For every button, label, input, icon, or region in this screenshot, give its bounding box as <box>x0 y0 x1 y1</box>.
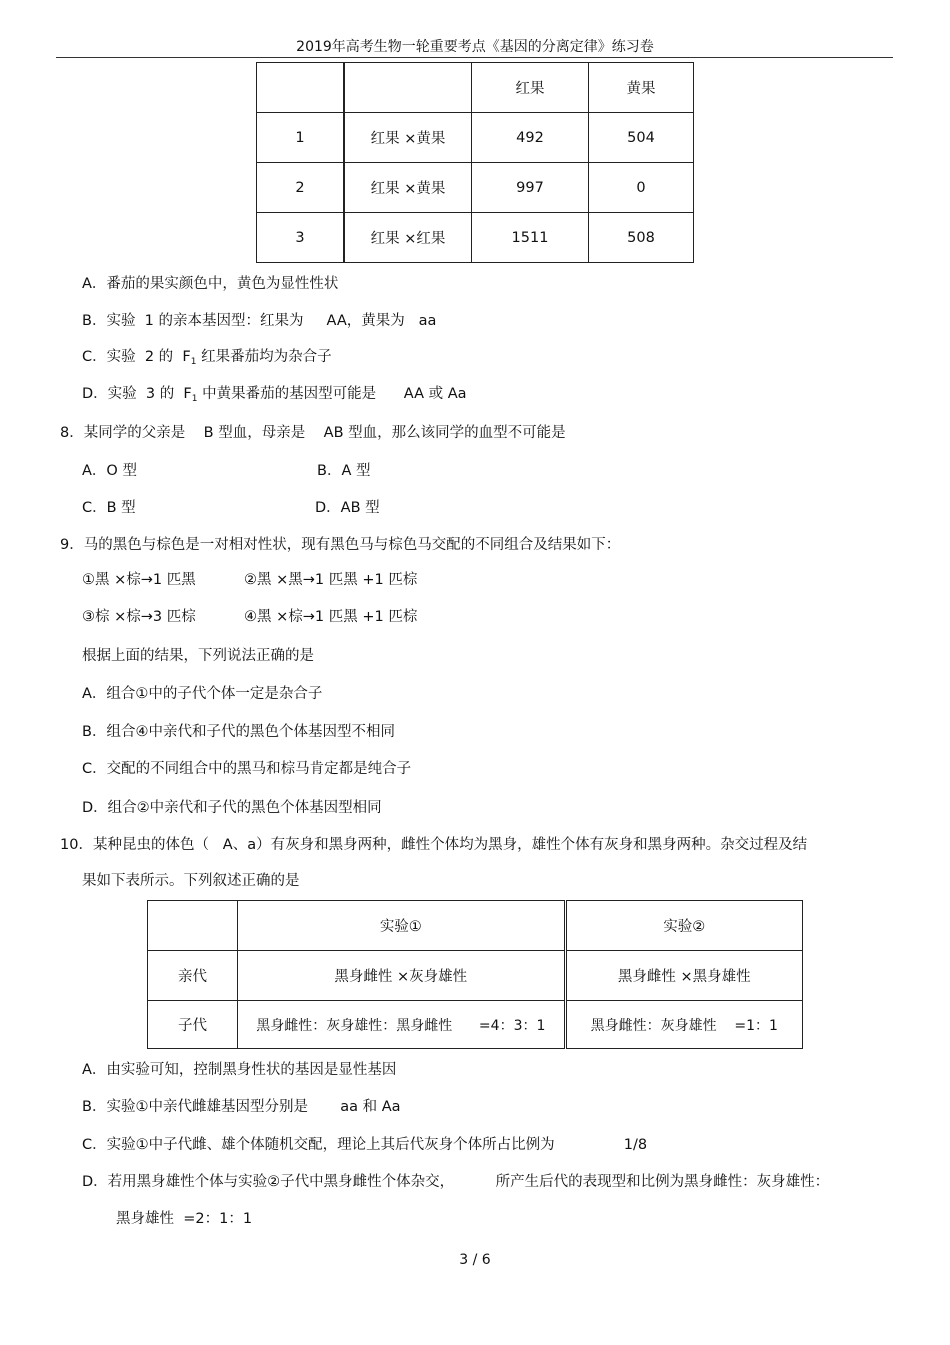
table-cell: 实验① <box>238 901 566 951</box>
q10-option-d-line1: D．若用黑身雄性个体与实验②子代中黑身雌性个体杂交， 所产生后代的表现型和比例为黑身雌性：灰身雄性： <box>82 1174 830 1190</box>
q10-option-c: C．实验①中子代雌、雄个体随机交配，理论上其后代灰身个体所占比例为 1/8 <box>82 1137 648 1153</box>
table-row <box>257 213 694 263</box>
page-number: 3 / 6 <box>459 1252 491 1268</box>
table-cell: 亲代 <box>148 951 238 1001</box>
q10-option-d-line2: 黑身雄性 =2：1：1 <box>116 1211 253 1227</box>
header-rule <box>56 57 893 58</box>
table-cell <box>257 63 345 113</box>
q9-stem: 9．马的黑色与棕色是一对相对性状，现有黑色马与棕色马交配的不同组合及结果如下： <box>60 537 621 553</box>
table-cell: 2 <box>257 163 345 213</box>
table-cell <box>344 63 472 113</box>
table-cell: 492 <box>472 113 589 163</box>
table-header-row <box>257 63 694 113</box>
table-cell: 508 <box>589 213 694 263</box>
q10-stem-line1: 10．某种昆虫的体色（ A、a）有灰身和黑身两种，雌性个体均为黑身，雄性个体有灰身和黑身两种。杂交过程及结 <box>60 837 808 853</box>
q7-option-c <box>82 348 332 371</box>
table-cell: 1 <box>257 113 345 163</box>
q10-option-a: A．由实验可知，控制黑身性状的基因是显性基因 <box>82 1062 397 1078</box>
tomato-cross-table <box>256 62 694 263</box>
q7-option-d-text-end: 中黄果番茄的基因型可能是 AA 或 Aa <box>197 386 467 402</box>
table-cell: 子代 <box>148 1001 238 1049</box>
q9-option-d: D．组合②中亲代和子代的黑色个体基因型相同 <box>82 800 382 816</box>
table-cell: 1511 <box>472 213 589 263</box>
table-cell: 黑身雌性：灰身雄性 =1：1 <box>565 1001 802 1049</box>
insect-cross-table <box>147 900 803 1049</box>
table-cell <box>148 901 238 951</box>
q10-option-b: B．实验①中亲代雌雄基因型分别是 aa 和 Aa <box>82 1099 401 1115</box>
q8-option-b: B．A 型 <box>317 463 371 479</box>
q9-prompt: 根据上面的结果，下列说法正确的是 <box>82 648 314 664</box>
q7-option-b: B．实验 1 的亲本基因型：红果为 AA，黄果为 aa <box>82 313 437 329</box>
q8-option-a: A．O 型 <box>82 463 137 479</box>
q8-option-c: C．B 型 <box>82 500 136 516</box>
q9-option-a: A．组合①中的子代个体一定是杂合子 <box>82 686 323 702</box>
table-cell: 黄果 <box>589 63 694 113</box>
q7-option-d <box>82 385 467 408</box>
table-cell: 实验② <box>565 901 802 951</box>
table-cell: 3 <box>257 213 345 263</box>
table-cell: 504 <box>589 113 694 163</box>
q9-option-c: C．交配的不同组合中的黑马和棕马肯定都是纯合子 <box>82 761 412 777</box>
table-cell: 997 <box>472 163 589 213</box>
subscript: 1 <box>191 394 198 404</box>
table-cell: 黑身雌性：灰身雄性：黑身雌性 =4：3：1 <box>238 1001 566 1049</box>
q8-stem: 8．某同学的父亲是 B 型血，母亲是 AB 型血，那么该同学的血型不可能是 <box>60 425 566 441</box>
q9-combo-2: ②黑 ×黑→1 匹黑 +1 匹棕 <box>244 572 418 588</box>
q9-combo-3: ③棕 ×棕→3 匹棕 <box>82 609 196 625</box>
table-cell: 黑身雌性 ×灰身雄性 <box>238 951 566 1001</box>
table-cell: 红果 <box>472 63 589 113</box>
table-row <box>148 1001 803 1049</box>
table-cell: 红果 ×黄果 <box>344 113 472 163</box>
q7-option-c-text: C．实验 2 的 F <box>82 349 191 365</box>
q9-combo-1: ①黑 ×棕→1 匹黑 <box>82 572 196 588</box>
table-cell: 红果 ×红果 <box>344 213 472 263</box>
subscript: 1 <box>190 357 197 367</box>
table-cell: 红果 ×黄果 <box>344 163 472 213</box>
q8-option-d: D．AB 型 <box>315 500 380 516</box>
q9-combo-4: ④黑 ×棕→1 匹黑 +1 匹棕 <box>244 609 418 625</box>
table-row <box>257 163 694 213</box>
q7-option-d-text: D．实验 3 的 F <box>82 386 192 402</box>
q10-stem-line2: 果如下表所示。下列叙述正确的是 <box>82 873 300 889</box>
q7-option-c-text-end: 红果番茄均为杂合子 <box>196 349 332 365</box>
table-cell: 黑身雌性 ×黑身雄性 <box>565 951 802 1001</box>
q7-option-a: A．番茄的果实颜色中，黄色为显性性状 <box>82 276 339 292</box>
table-header-row <box>148 901 803 951</box>
q9-option-b: B．组合④中亲代和子代的黑色个体基因型不相同 <box>82 724 395 740</box>
table-cell: 0 <box>589 163 694 213</box>
page-header: 2019年高考生物一轮重要考点《基因的分离定律》练习卷 <box>296 39 654 55</box>
table-row <box>257 113 694 163</box>
table-row <box>148 951 803 1001</box>
